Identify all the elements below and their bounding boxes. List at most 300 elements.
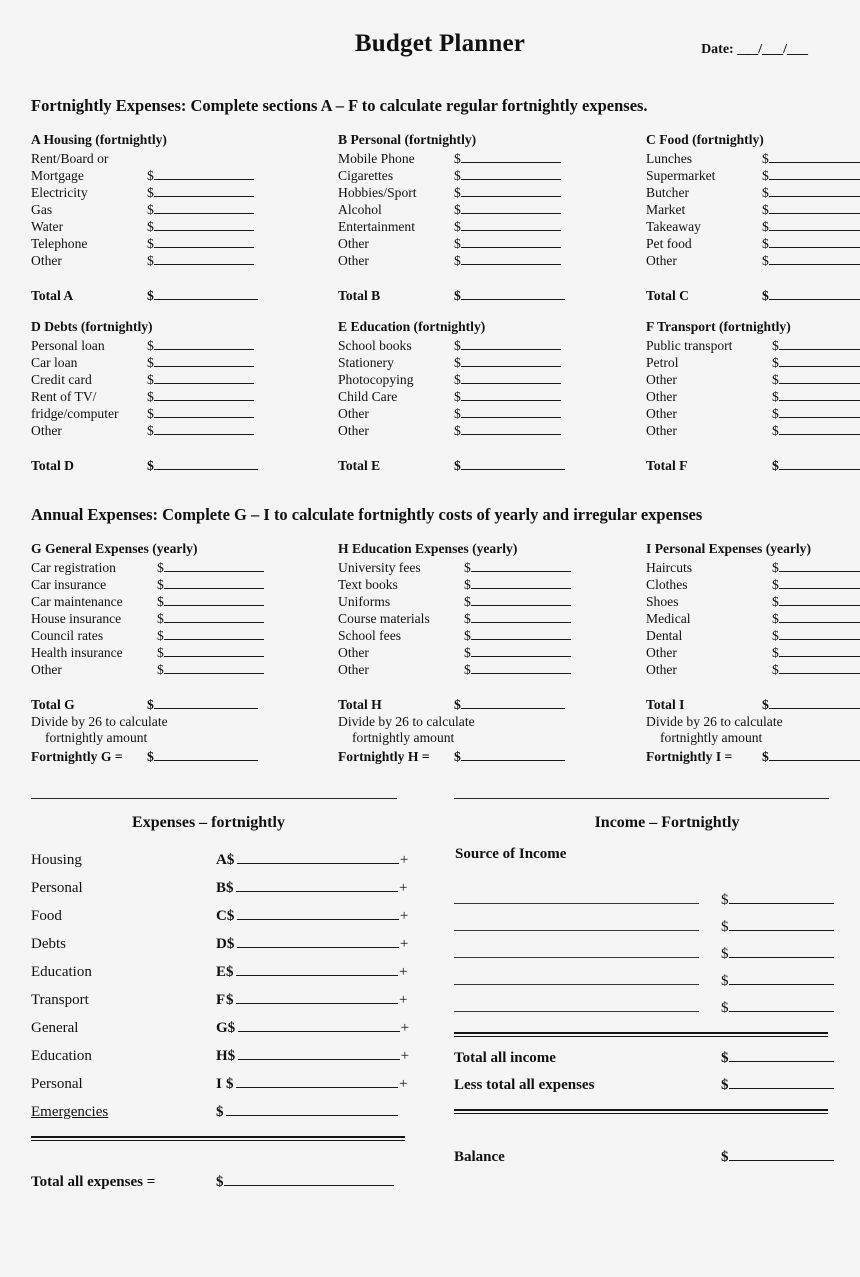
blank-line[interactable] [154, 168, 254, 180]
currency-symbol: $ [227, 1020, 236, 1036]
blank-line[interactable] [461, 236, 561, 248]
total-amount-field[interactable]: $ [147, 286, 258, 305]
blank-line[interactable] [729, 918, 834, 931]
row-label: Pet food [646, 236, 692, 251]
blank-line[interactable] [461, 389, 561, 401]
blank-line[interactable] [226, 1103, 398, 1116]
blank-line[interactable] [729, 1076, 834, 1089]
blank-line[interactable] [461, 185, 561, 197]
table-row [338, 422, 591, 439]
row-label: Other [338, 423, 369, 438]
amount-field[interactable]: $ [762, 201, 860, 218]
amount-field[interactable]: $ [454, 167, 561, 184]
blank-line[interactable] [236, 1075, 398, 1088]
total-label: Total G [31, 697, 75, 712]
row-label: Takeaway [646, 219, 701, 234]
table-row [646, 354, 860, 371]
blank-line[interactable] [238, 1047, 400, 1060]
plus-sign: + [399, 1076, 408, 1092]
summary-row [31, 1070, 454, 1098]
blank-line[interactable] [769, 202, 860, 214]
total-all-expenses-row [31, 1173, 454, 1191]
summary-row [31, 1042, 454, 1070]
table-row [646, 627, 860, 644]
blank-line[interactable] [154, 372, 254, 384]
row-label: Text books [338, 577, 398, 592]
blank-line[interactable] [154, 236, 254, 248]
expenses-total-divider [31, 1136, 405, 1141]
table-row [646, 201, 860, 218]
section-row-ghi [0, 541, 860, 766]
row-label: University fees [338, 560, 421, 575]
amount-field[interactable]: $ [454, 337, 561, 354]
row-label: Telephone [31, 236, 88, 251]
blank-line[interactable] [164, 628, 264, 640]
summary-label: Personal [31, 1076, 83, 1092]
amount-field[interactable]: $ [464, 661, 571, 678]
blank-line[interactable] [461, 406, 561, 418]
plus-sign: + [399, 852, 409, 868]
section-i-fortnightly-row [646, 747, 860, 766]
section-f-heading: F Transport (fortnightly) [646, 319, 791, 334]
amount-field[interactable]: $ [157, 627, 264, 644]
table-row [31, 627, 311, 644]
table-row [338, 388, 591, 405]
amount-field[interactable]: $ [157, 559, 264, 576]
summary-letter: A [216, 852, 227, 868]
table-row [646, 610, 860, 627]
summary-row [31, 930, 454, 958]
fortnightly-amount-field[interactable]: $ [762, 747, 860, 766]
blank-line[interactable] [154, 423, 254, 435]
divide-note-line2: fortnightly amount [45, 730, 148, 745]
income-source-input[interactable] [454, 910, 699, 931]
blank-line[interactable] [729, 945, 834, 958]
blank-line[interactable] [224, 1173, 394, 1186]
income-source-input[interactable] [454, 937, 699, 958]
amount-field[interactable]: $ [157, 644, 264, 661]
blank-line[interactable] [769, 749, 860, 761]
blank-line[interactable] [779, 662, 860, 674]
total-amount-field[interactable]: $ [147, 456, 258, 475]
amount-field[interactable]: $ [454, 422, 561, 439]
amount-field[interactable]: $ [762, 150, 860, 167]
amount-field[interactable]: $ [454, 235, 561, 252]
spacer [338, 269, 591, 286]
divide-note-line2: fortnightly amount [352, 730, 455, 745]
row-label: Uniforms [338, 594, 391, 609]
less-total-expenses-label: Less total all expenses [454, 1077, 595, 1093]
table-row [31, 559, 311, 576]
divide-note-line1: Divide by 26 to calculate [646, 714, 783, 729]
amount-field[interactable]: $ [762, 218, 860, 235]
row-label: Lunches [646, 151, 693, 166]
blank-line[interactable] [779, 355, 860, 367]
amount-field[interactable]: $ [772, 644, 860, 661]
amount-field[interactable]: $ [772, 422, 860, 439]
amount-field[interactable]: $ [157, 593, 264, 610]
blank-line[interactable] [164, 611, 264, 623]
blank-line[interactable] [471, 611, 571, 623]
total-label: Total E [338, 458, 381, 473]
currency-symbol: $ [226, 936, 235, 952]
blank-line[interactable] [461, 423, 561, 435]
row-label: Personal loan [31, 338, 105, 353]
income-amount-field[interactable]: $ [699, 945, 834, 963]
blank-line[interactable] [238, 1019, 400, 1032]
blank-line[interactable] [461, 151, 561, 163]
amount-field[interactable]: $ [147, 405, 254, 422]
amount-field[interactable]: $ [454, 405, 561, 422]
blank-line[interactable] [164, 560, 264, 572]
currency-symbol: $ [216, 1104, 224, 1120]
amount-field[interactable]: $ [454, 388, 561, 405]
amount-field[interactable]: $ [147, 201, 254, 218]
amount-field[interactable]: $ [772, 627, 860, 644]
date-field[interactable] [701, 42, 808, 58]
row-label: Rent/Board or [31, 151, 109, 166]
amount-field[interactable]: $ [762, 252, 860, 269]
income-divider-top [454, 1032, 828, 1037]
amount-field[interactable]: $ [772, 559, 860, 576]
table-row [338, 218, 591, 235]
row-label: Water [31, 219, 64, 234]
amount-field[interactable]: $ [772, 354, 860, 371]
row-label: Other [646, 372, 677, 387]
total-amount-field[interactable]: $ [772, 456, 860, 475]
row-label: School fees [338, 628, 402, 643]
table-row [31, 576, 311, 593]
budget-planner-page [0, 30, 860, 1277]
amount-field[interactable]: $ [464, 576, 571, 593]
table-row [338, 337, 591, 354]
blank-line[interactable] [237, 851, 399, 864]
blank-line[interactable] [461, 202, 561, 214]
blank-line[interactable] [164, 594, 264, 606]
section-d-total-row [31, 456, 311, 475]
amount-field[interactable]: $ [464, 559, 571, 576]
income-source-input[interactable] [454, 964, 699, 985]
blank-line[interactable] [779, 645, 860, 657]
blank-line[interactable] [461, 338, 561, 350]
blank-line[interactable] [461, 372, 561, 384]
balance-field[interactable]: $ [699, 1144, 834, 1171]
table-row [338, 559, 591, 576]
table-row [31, 218, 311, 235]
table-row [338, 661, 591, 678]
total-all-expenses-field[interactable]: $ [216, 1173, 394, 1191]
amount-field[interactable]: $ [454, 354, 561, 371]
blank-line[interactable] [779, 628, 860, 640]
blank-line[interactable] [461, 697, 565, 709]
amount-field[interactable]: $ [147, 422, 254, 439]
blank-line[interactable] [236, 991, 398, 1004]
row-label: Car maintenance [31, 594, 123, 609]
total-amount-field[interactable]: $ [147, 695, 258, 714]
table-row [31, 354, 311, 371]
section-a-lead-row [31, 150, 311, 167]
fortnightly-label: Fortnightly G = [31, 749, 123, 764]
total-amount-field[interactable]: $ [454, 695, 565, 714]
blank-line[interactable] [461, 253, 561, 265]
less-total-expenses-row [454, 1072, 860, 1099]
blank-line[interactable] [471, 594, 571, 606]
row-label: Other [31, 253, 62, 268]
amount-field[interactable]: $ [157, 610, 264, 627]
less-total-expenses-field[interactable]: $ [699, 1072, 834, 1099]
blank-line[interactable] [779, 577, 860, 589]
amount-field[interactable]: $ [454, 201, 561, 218]
summary-label: Education [31, 1048, 92, 1064]
amount-field[interactable]: $ [454, 150, 561, 167]
row-label: Other [646, 389, 677, 404]
divide-note-line2: fortnightly amount [660, 730, 763, 745]
blank-line[interactable] [779, 611, 860, 623]
amount-field[interactable]: $ [157, 576, 264, 593]
table-row [646, 337, 860, 354]
amount-field[interactable]: $ [147, 252, 254, 269]
blank-line[interactable] [461, 219, 561, 231]
row-label: Car insurance [31, 577, 107, 592]
blank-line[interactable] [769, 168, 860, 180]
amount-field[interactable]: $ [772, 661, 860, 678]
blank-line[interactable] [154, 338, 254, 350]
row-label: Other [338, 253, 369, 268]
blank-line[interactable] [729, 999, 834, 1012]
spacer [646, 439, 860, 456]
blank-line[interactable] [779, 372, 860, 384]
blank-line[interactable] [769, 151, 860, 163]
blank-line[interactable] [154, 288, 258, 300]
date-blanks[interactable]: ___/___/___ [737, 42, 808, 57]
blank-line[interactable] [779, 423, 860, 435]
amount-field[interactable]: $ [464, 644, 571, 661]
table-row [338, 593, 591, 610]
blank-line[interactable] [729, 1049, 834, 1062]
annual-expenses-banner: Annual Expenses: Complete G – I to calculate fortnightly costs of yearly and irregular expenses [31, 505, 703, 524]
section-g [31, 541, 311, 766]
balance-row [454, 1144, 860, 1171]
blank-line[interactable] [769, 288, 860, 300]
plus-sign: + [400, 1020, 410, 1036]
income-amount-field[interactable]: $ [699, 972, 834, 990]
blank-line[interactable] [779, 458, 860, 470]
amount-field[interactable]: $ [147, 337, 254, 354]
table-row [31, 371, 311, 388]
blank-line[interactable] [779, 338, 860, 350]
amount-field[interactable]: $ [147, 354, 254, 371]
amount-field[interactable]: $ [454, 252, 561, 269]
amount-field[interactable]: $ [454, 184, 561, 201]
blank-line[interactable] [154, 219, 254, 231]
blank-line[interactable] [154, 406, 254, 418]
income-source-input[interactable] [454, 991, 699, 1012]
amount-field[interactable]: $ [772, 593, 860, 610]
blank-line[interactable] [779, 594, 860, 606]
divider-left [31, 798, 397, 799]
blank-line[interactable] [471, 662, 571, 674]
blank-line[interactable] [461, 458, 565, 470]
blank-line[interactable] [154, 697, 258, 709]
summary-row [31, 874, 454, 902]
summary-row [31, 902, 454, 930]
table-row [338, 354, 591, 371]
blank-line[interactable] [769, 697, 860, 709]
summary-letter: B [216, 880, 227, 896]
table-row [646, 252, 860, 269]
summary-area [0, 814, 860, 1191]
fortnightly-amount-field[interactable]: $ [454, 747, 565, 766]
amount-field[interactable]: $ [762, 167, 860, 184]
row-label: Entertainment [338, 219, 416, 234]
section-d-heading: D Debts (fortnightly) [31, 319, 153, 334]
fortnightly-label: Fortnightly H = [338, 749, 430, 764]
amount-field[interactable]: $ [147, 218, 254, 235]
row-label: Credit card [31, 372, 92, 387]
blank-line[interactable] [154, 253, 254, 265]
table-row [646, 644, 860, 661]
amount-field[interactable]: $ [762, 184, 860, 201]
blank-line[interactable] [237, 907, 399, 920]
amount-field[interactable]: $ [147, 184, 254, 201]
section-row-abc [0, 132, 860, 305]
section-h [311, 541, 591, 766]
blank-line[interactable] [461, 168, 561, 180]
row-label: Petrol [646, 355, 679, 370]
spacer [31, 678, 311, 695]
income-amount-field[interactable]: $ [699, 999, 834, 1017]
blank-line[interactable] [471, 577, 571, 589]
blank-line[interactable] [471, 560, 571, 572]
blank-line[interactable] [164, 577, 264, 589]
row-label: Butcher [646, 185, 690, 200]
income-amount-field[interactable]: $ [699, 891, 834, 909]
plus-sign: + [399, 880, 408, 896]
fortnightly-amount-field[interactable]: $ [147, 747, 258, 766]
section-f [591, 319, 860, 475]
amount-field[interactable]: $ [772, 337, 860, 354]
amount-field[interactable]: $ [157, 661, 264, 678]
blank-line[interactable] [461, 749, 565, 761]
total-amount-field[interactable]: $ [454, 456, 565, 475]
table-row [338, 610, 591, 627]
blank-line[interactable] [164, 645, 264, 657]
amount-field[interactable]: $ [762, 235, 860, 252]
amount-field[interactable]: $ [772, 576, 860, 593]
blank-line[interactable] [461, 288, 565, 300]
section-a-heading: A Housing (fortnightly) [31, 132, 167, 147]
blank-line[interactable] [154, 202, 254, 214]
row-label: Other [646, 406, 677, 421]
divide-note-line1: Divide by 26 to calculate [338, 714, 475, 729]
table-row [646, 422, 860, 439]
blank-line[interactable] [779, 560, 860, 572]
amount-field[interactable]: $ [772, 610, 860, 627]
blank-line[interactable] [237, 935, 399, 948]
amount-field[interactable]: $ [147, 235, 254, 252]
blank-line[interactable] [154, 389, 254, 401]
table-row [338, 201, 591, 218]
row-label: Clothes [646, 577, 688, 592]
income-source-input[interactable] [454, 883, 699, 904]
blank-line[interactable] [729, 1148, 834, 1161]
amount-field[interactable]: $ [772, 388, 860, 405]
section-b-total-row [338, 286, 591, 305]
total-label: Total F [646, 458, 688, 473]
total-amount-field[interactable]: $ [762, 286, 860, 305]
amount-field[interactable]: $ [147, 371, 254, 388]
amount-field[interactable]: $ [147, 167, 254, 184]
blank-line[interactable] [154, 749, 258, 761]
total-all-income-field[interactable]: $ [699, 1045, 834, 1072]
blank-line[interactable] [779, 389, 860, 401]
blank-line[interactable] [236, 879, 398, 892]
section-row-def [0, 319, 860, 475]
section-f-total-row [646, 456, 860, 475]
table-row [338, 150, 591, 167]
blank-line[interactable] [154, 355, 254, 367]
row-label: Alcohol [338, 202, 382, 217]
amount-field[interactable]: $ [454, 218, 561, 235]
income-amount-field[interactable]: $ [699, 918, 834, 936]
amount-field[interactable]: $ [772, 405, 860, 422]
blank-line[interactable] [779, 406, 860, 418]
blank-line[interactable] [729, 972, 834, 985]
spacer [646, 269, 860, 286]
amount-field[interactable]: $ [464, 627, 571, 644]
table-row [646, 661, 860, 678]
blank-line[interactable] [236, 963, 398, 976]
currency-symbol: $ [226, 992, 234, 1008]
blank-line[interactable] [769, 185, 860, 197]
summary-letter: H [216, 1048, 228, 1064]
row-label: Health insurance [31, 645, 123, 660]
currency-symbol: $ [226, 1076, 234, 1092]
income-row [454, 937, 860, 964]
amount-field[interactable]: $ [147, 388, 254, 405]
blank-line[interactable] [461, 355, 561, 367]
blank-line[interactable] [164, 662, 264, 674]
row-label: Mobile Phone [338, 151, 415, 166]
blank-line[interactable] [471, 628, 571, 640]
table-row [31, 235, 311, 252]
row-label: Shoes [646, 594, 679, 609]
table-row [646, 371, 860, 388]
amount-field[interactable]: $ [464, 593, 571, 610]
blank-line[interactable] [769, 219, 860, 231]
section-e-total-row [338, 456, 591, 475]
income-row [454, 883, 860, 910]
blank-line[interactable] [769, 253, 860, 265]
blank-line[interactable] [471, 645, 571, 657]
row-label: Gas [31, 202, 53, 217]
amount-field[interactable]: $ [464, 610, 571, 627]
blank-line[interactable] [769, 236, 860, 248]
total-amount-field[interactable]: $ [762, 695, 860, 714]
blank-line[interactable] [154, 458, 258, 470]
summary-label: Emergencies [31, 1104, 109, 1120]
currency-symbol: $ [226, 852, 235, 868]
spacer [338, 439, 591, 456]
table-row [646, 218, 860, 235]
blank-line[interactable] [154, 185, 254, 197]
row-label: Other [338, 236, 369, 251]
table-row [646, 405, 860, 422]
total-amount-field[interactable]: $ [454, 286, 565, 305]
amount-field[interactable]: $ [454, 371, 561, 388]
amount-field[interactable]: $ [772, 371, 860, 388]
blank-line[interactable] [729, 891, 834, 904]
